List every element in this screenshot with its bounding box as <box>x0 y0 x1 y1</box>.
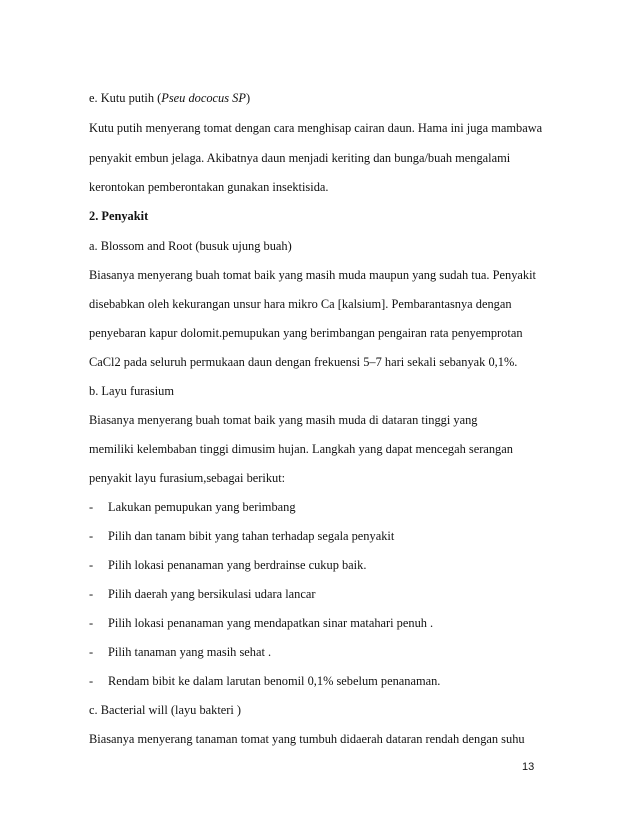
kutu-putih-heading <box>89 90 250 106</box>
bullet-item: Pilih lokasi penanaman yang berdrainse cukup baik. <box>108 558 367 572</box>
bullet-marker: - <box>89 500 94 514</box>
blossom-paragraph-line: disebabkan oleh kekurangan unsur hara mikro Ca [kalsium]. Pembarantasnya dengan <box>89 297 512 311</box>
bullet-item: Pilih lokasi penanaman yang mendapatkan sinar matahari penuh . <box>108 616 434 630</box>
bullet-item: Pilih daerah yang bersikulasi udara lancar <box>108 587 316 601</box>
kutu-putih-heading-suffix: ) <box>245 91 251 105</box>
kutu-putih-latin-name: Pseu dococus SP <box>161 91 246 105</box>
bacterial-will-heading: c. Bacterial will (layu bakteri ) <box>89 703 242 717</box>
bullet-marker: - <box>89 645 94 659</box>
bacterial-paragraph-line: Biasanya menyerang tanaman tomat yang tumbuh didaerah dataran rendah dengan suhu <box>89 732 525 746</box>
bullet-item: Pilih dan tanam bibit yang tahan terhadap segala penyakit <box>108 529 395 543</box>
blossom-paragraph-line: Biasanya menyerang buah tomat baik yang masih muda maupun yang sudah tua. Penyakit <box>89 268 536 282</box>
blossom-paragraph-line: CaCl2 pada seluruh permukaan daun dengan frekuensi 5–7 hari sekali sebanyak 0,1%. <box>89 355 518 369</box>
penyakit-heading: 2. Penyakit <box>89 209 149 223</box>
layu-paragraph-line: memiliki kelembaban tinggi dimusim hujan. Langkah yang dapat mencegah serangan <box>89 442 513 456</box>
kutu-putih-heading-prefix: e. Kutu putih ( <box>89 91 162 105</box>
bullet-item: Pilih tanaman yang masih sehat . <box>108 645 272 659</box>
page-number: 13 <box>522 761 535 773</box>
layu-paragraph-line: penyakit layu furasium,sebagai berikut: <box>89 471 286 485</box>
kutu-putih-paragraph-line: Kutu putih menyerang tomat dengan cara menghisap cairan daun. Hama ini juga mambawa <box>89 121 543 135</box>
kutu-putih-paragraph-line: kerontokan pemberontakan gunakan insektisida. <box>89 180 329 194</box>
blossom-heading: a. Blossom and Root (busuk ujung buah) <box>89 239 292 253</box>
bullet-item: Rendam bibit ke dalam larutan benomil 0,1% sebelum penanaman. <box>108 674 441 688</box>
bullet-marker: - <box>89 587 94 601</box>
kutu-putih-paragraph-line: penyakit embun jelaga. Akibatnya daun menjadi keriting dan bunga/buah mengalami <box>89 151 511 165</box>
layu-paragraph-line: Biasanya menyerang buah tomat baik yang masih muda di dataran tinggi yang <box>89 413 478 427</box>
bullet-marker: - <box>89 616 94 630</box>
bullet-marker: - <box>89 558 94 572</box>
blossom-paragraph-line: penyebaran kapur dolomit.pemupukan yang berimbangan pengairan rata penyemprotan <box>89 326 523 340</box>
layu-furasium-heading: b. Layu furasium <box>89 384 174 398</box>
bullet-marker: - <box>89 674 94 688</box>
bullet-marker: - <box>89 529 94 543</box>
bullet-item: Lakukan pemupukan yang berimbang <box>108 500 296 514</box>
